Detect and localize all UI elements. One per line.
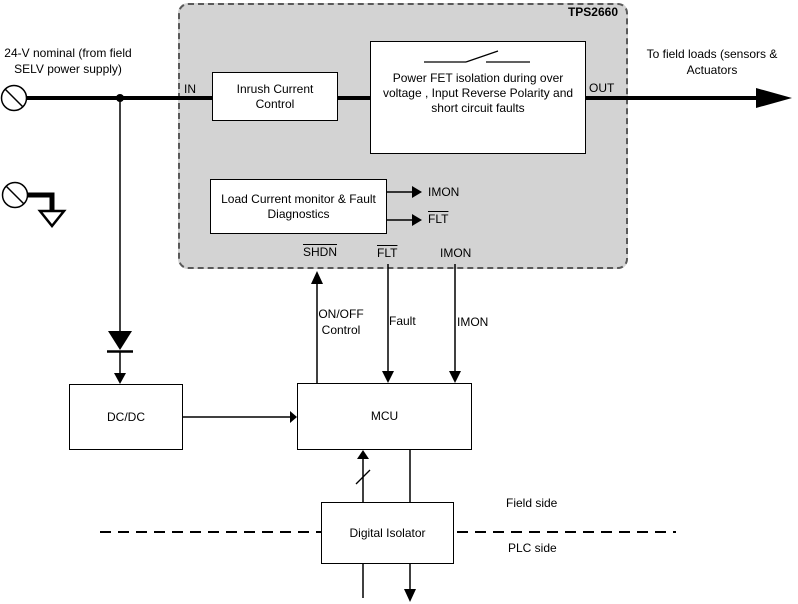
dcdc-block (69, 384, 183, 450)
onoff-control-label: ON/OFF Control (318, 307, 364, 337)
plc-side-label: PLC side (508, 541, 557, 555)
ground-terminal-icon (3, 183, 65, 227)
pin-out-label: OUT (589, 81, 615, 95)
supply-source-label: 24-V nominal (from field SELV power supply) (4, 46, 132, 76)
inrush-current-control-block (212, 72, 338, 121)
imon-signal-label: IMON (457, 315, 489, 329)
dcdc-mcu-line (183, 411, 297, 423)
switch-icon (422, 49, 534, 65)
flt-output-label: $\overline{FLT}$ (428, 212, 449, 226)
out-arrow (756, 88, 792, 108)
load-monitor-block (210, 179, 387, 234)
mcu-block-label: MCU (370, 409, 399, 423)
input-terminal-icon (2, 86, 27, 111)
isolator-mcu-bus (356, 450, 410, 502)
field-load-label: To field loads (sensors & Actuators (646, 47, 778, 77)
isolator-plc-lines (363, 564, 416, 602)
mcu-block (297, 383, 472, 450)
diode-icon (107, 331, 133, 352)
pin-in-label: IN (184, 82, 196, 96)
flt-output-line (387, 214, 422, 226)
digital-isolator-block (321, 502, 454, 564)
fault-signal-label: Fault (389, 314, 416, 328)
imon-output-label: IMON (428, 185, 460, 199)
diode-branch (107, 100, 133, 384)
digital-isolator-label: Digital Isolator (349, 525, 426, 540)
imon-output-line (387, 186, 422, 198)
power-fet-block-label: Power FET isolation during over voltage , Input Reverse Polarity and short circuit faults (382, 71, 574, 115)
chip-name: TPS2660 (567, 5, 618, 19)
field-side-label: Field side (506, 496, 558, 510)
power-fet-block (370, 41, 586, 154)
dcdc-in-arrow (114, 373, 126, 384)
dcdc-block-label: DC/DC (107, 409, 145, 424)
load-monitor-block-label: Load Current monitor & Fault Diagnostics (221, 191, 376, 221)
inrush-block-label: Inrush Current Control (236, 81, 314, 111)
pin-shdn-label: SHDN (303, 245, 338, 259)
pin-imon-label: IMON (440, 246, 472, 260)
pin-flt-label: $\overline{FLT}$ (377, 246, 398, 260)
